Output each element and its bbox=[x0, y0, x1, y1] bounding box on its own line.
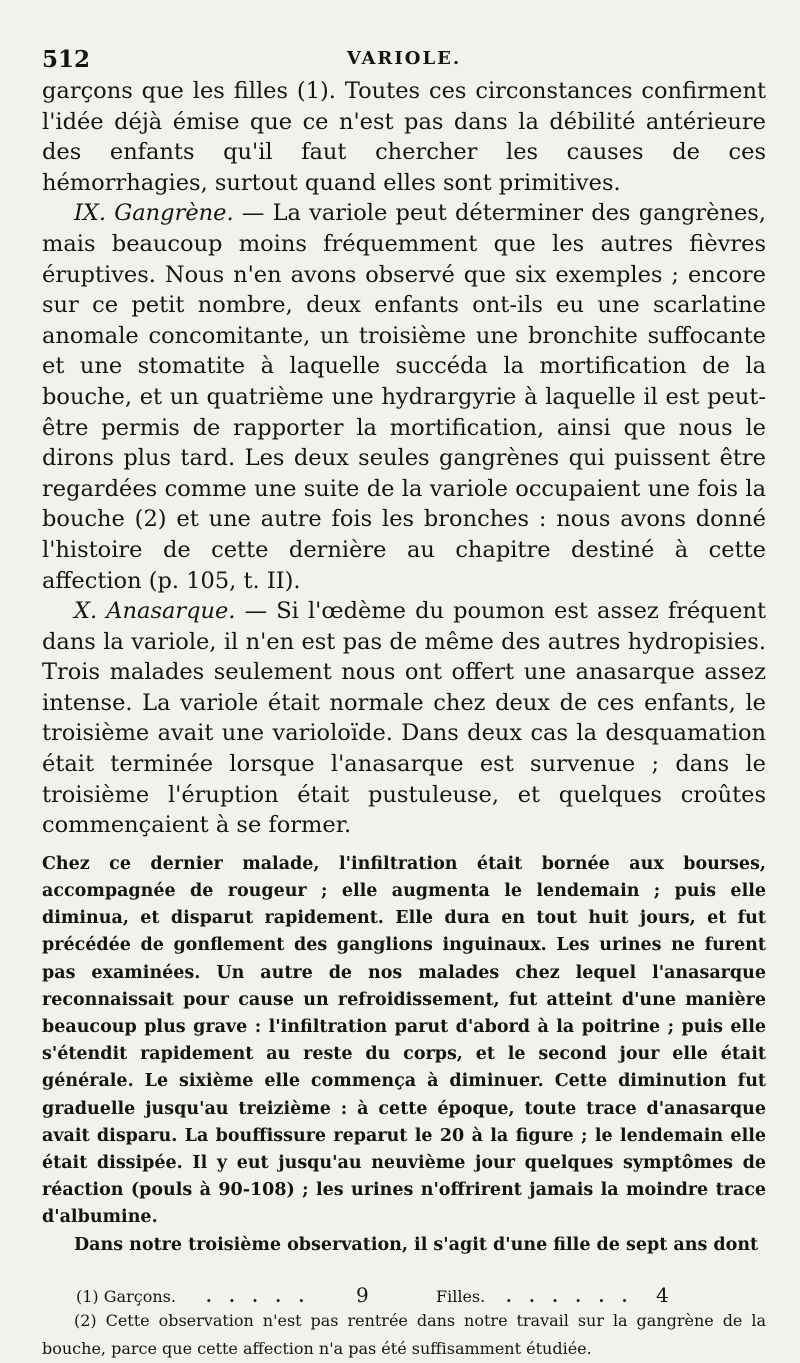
running-title: VARIOLE. bbox=[346, 48, 462, 69]
case-note-paragraph: Chez ce dernier malade, l'infiltration était bornée aux bourses, accompagnée de rougeur ; elle augmenta le lendemain ; puis elle diminua, et disparut rapidement. Elle dura en tout huit jours, et fut précédée de gonflement des ganglions inguinaux. Les urines ne furent pas examinées. Un autre de nos malades chez lequel l'anasarque reconnaissait pour cause un refroidissement, fut atteint d'une manière beaucoup plus grave : l'infiltration parut d'abord à la poitrine ; puis elle s'étendit rapidement au reste du corps, et le second jour elle était générale. Le sixième elle commença à diminuer. Cette diminution fut graduelle jusqu'au treizième : à cette époque, toute trace d'anasarque avait disparu. La bouffissure reparut le 20 à la figure ; le lendemain elle était dissipée. Il y eut jusqu'au neuvième jour quelques symptômes de réaction (pouls à 90-108) ; les urines n'offrirent jamais la moindre trace d'albumine. bbox=[42, 853, 766, 1228]
footnote-1-label-girls: Filles. bbox=[436, 1286, 486, 1306]
footnote-1-lead bbox=[76, 1287, 206, 1306]
main-text bbox=[42, 76, 766, 841]
footnote-1 bbox=[42, 1283, 766, 1307]
footnote-1-marker: (1) bbox=[76, 1286, 99, 1306]
paragraph-anasarque-text: — Si l'œdème du poumon est assez fréquent dans la variole, il n'en est pas de même des autres hydropisies. Trois malades seulement nous ont offert une anasarque assez intense. La variole était normale chez deux de ces enfants, le troisième avait une varioloïde. Dans deux cas la desquamation était terminée lorsque l'anasarque est survenue ; dans le troisième l'éruption était pustuleuse, et quelques croûtes commençaient à se former. bbox=[42, 598, 766, 839]
footnote-1-value-girls: 4 bbox=[656, 1282, 669, 1307]
case-notes bbox=[42, 851, 766, 1259]
running-head bbox=[42, 40, 766, 76]
footnote-1-value-boys: 9 bbox=[356, 1282, 369, 1307]
footnote-2: (2) Cette observation n'est pas rentrée dans notre travail sur la gangrène de la bouche, parce que cette affection n'a pas été suffisamment étudiée. bbox=[42, 1310, 766, 1358]
paragraph-gangrene-text: — La variole peut déterminer des gangrènes, mais beaucoup moins fréquemment que les autres fièvres éruptives. Nous n'en avons observé que six exemples ; encore sur ce petit nombre, deux enfants ont-ils eu une scarlatine anomale concomitante, un troisième une bronchite suffocante et une stomatite à laquelle succéda la mortification de la bouche, et un quatrième une hydrargyrie à laquelle il est peut-être permis de rapporter la mortification, ainsi que nous le dirons plus tard. Les deux seules gangrènes qui puissent être regardées comme une suite de la variole occupaient une fois la bouche (2) et une autre fois les bronches : nous avons donné l'histoire de cette dernière au chapitre destiné à cette affection (p. 105, t. II). bbox=[42, 200, 766, 594]
footnote-1-leader-dots-2: . . . . . . bbox=[506, 1286, 634, 1306]
footnote-1-label-boys: Garçons. bbox=[103, 1286, 176, 1306]
paragraph-anasarque bbox=[42, 596, 766, 841]
section-heading-anasarque: X. Anasarque. bbox=[74, 598, 236, 625]
footnotes bbox=[42, 1283, 766, 1363]
section-heading-gangrene: IX. Gangrène. bbox=[74, 200, 234, 227]
paragraph-gangrene bbox=[42, 198, 766, 596]
footnote-1-leader-dots: . . . . . bbox=[206, 1286, 311, 1306]
case-note-continuation: Dans notre troisième observation, il s'agit d'une fille de sept ans dont bbox=[74, 1234, 759, 1255]
page-number: 512 bbox=[42, 46, 91, 73]
paragraph-hemorrhagies: garçons que les filles (1). Toutes ces circonstances confirment l'idée déjà émise que ce n'est pas dans la débilité antérieure des enfants qu'il faut chercher les causes de ces hémorrhagies, surtout quand elles sont primitives. bbox=[42, 78, 766, 196]
